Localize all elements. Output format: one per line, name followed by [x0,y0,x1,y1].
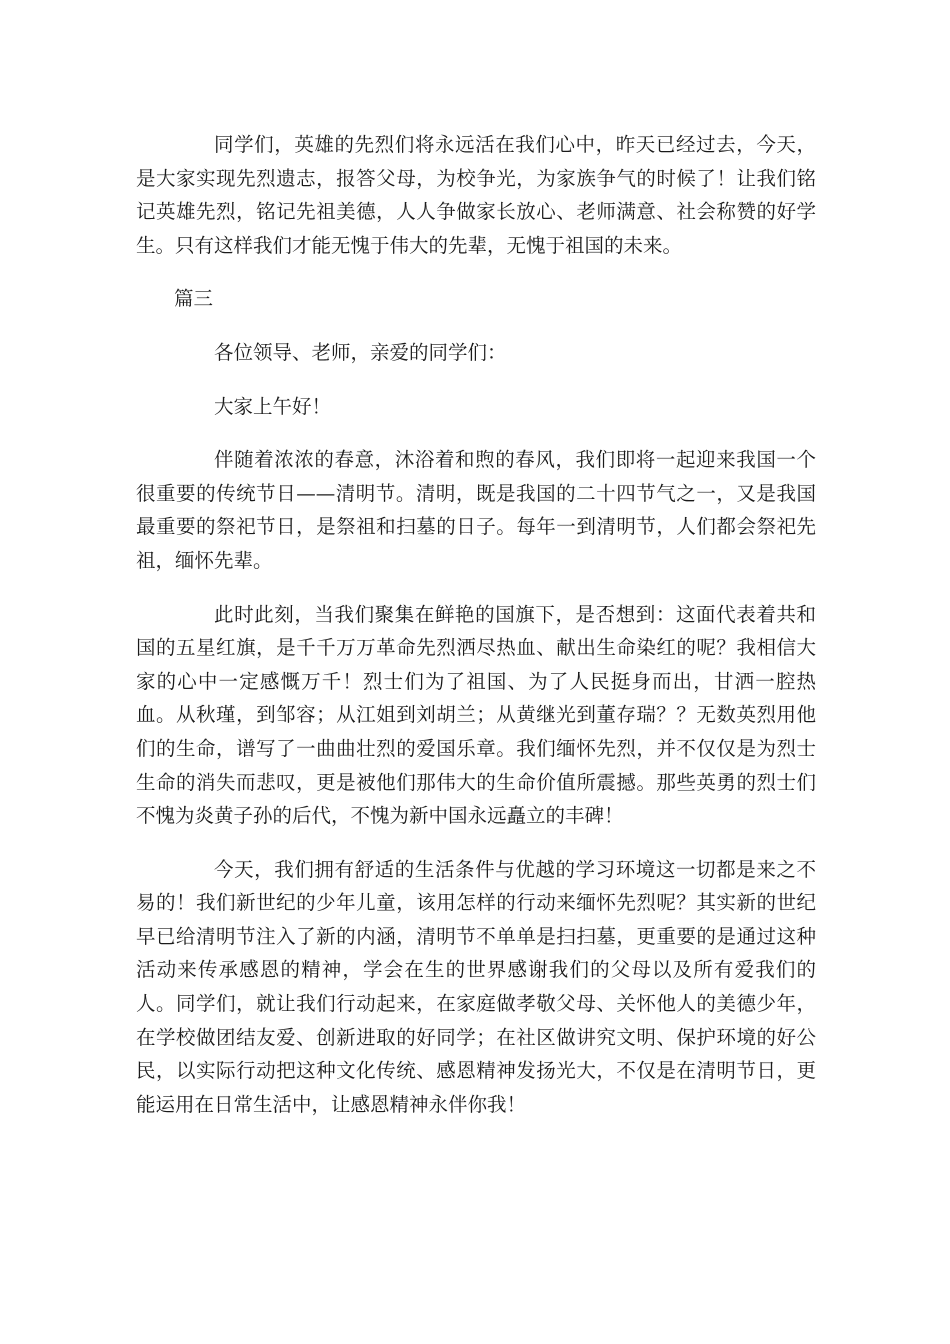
paragraph-intro: 伴随着浓浓的春意，沐浴着和煦的春风，我们即将一起迎来我国一个很重要的传统节日——清明节。清明，既是我国的二十四节气之一，又是我国最重要的祭祀节日，是祭祖和扫墓的日子。每年一到清明节，人们都会祭祀先祖，缅怀先辈。 [136,448,816,572]
paragraph-conclusion: 同学们，英雄的先烈们将永远活在我们心中，昨天已经过去，今天，是大家实现先烈遗志，报答父母，为校争光，为家族争气的时候了！让我们铭记英雄先烈，铭记先祖美德，人人争做家长放心、老师满意、社会称赞的好学生。只有这样我们才能无愧于伟大的先辈，无愧于祖国的未来。 [136,133,816,257]
paragraph-martyrs: 此时此刻，当我们聚集在鲜艳的国旗下，是否想到：这面代表着共和国的五星红旗，是千千万万革命先烈洒尽热血、献出生命染红的呢？我相信大家的心中一定感慨万千！烈士们为了祖国、为了人民挺身而出，甘洒一腔热血。从秋瑾，到邹容；从江姐到刘胡兰；从黄继光到董存瑞？？无数英烈用他们的生命，谱写了一曲曲壮烈的爱国乐章。我们缅怀先烈，并不仅仅是为烈士生命的消失而悲叹，更是被他们那伟大的生命价值所震撼。那些英勇的烈士们不愧为炎黄子孙的后代，不愧为新中国永远矗立的丰碑！ [136,602,816,828]
greeting: 大家上午好！ [214,394,332,418]
section-heading: 篇三 [174,287,214,311]
document-body [136,128,816,1141]
salutation: 各位领导、老师，亲爱的同学们： [214,340,507,364]
paragraph-call-to-action: 今天，我们拥有舒适的生活条件与优越的学习环境这一切都是来之不易的！我们新世纪的少年儿童，该用怎样的行动来缅怀先烈呢？其实新的世纪早已给清明节注入了新的内涵，清明节不单单是扫扫墓，更重要的是通过这种活动来传承感恩的精神，学会在生的世界感谢我们的父母以及所有爱我们的人。同学们，就让我们行动起来，在家庭做孝敬父母、关怀他人的美德少年，在学校做团结友爱、创新进取的好同学；在社区做讲究文明、保护环境的好公民，以实际行动把这种文化传统、感恩精神发扬光大，不仅是在清明节日，更能运用在日常生活中，让感恩精神永伴你我！ [136,857,816,1116]
